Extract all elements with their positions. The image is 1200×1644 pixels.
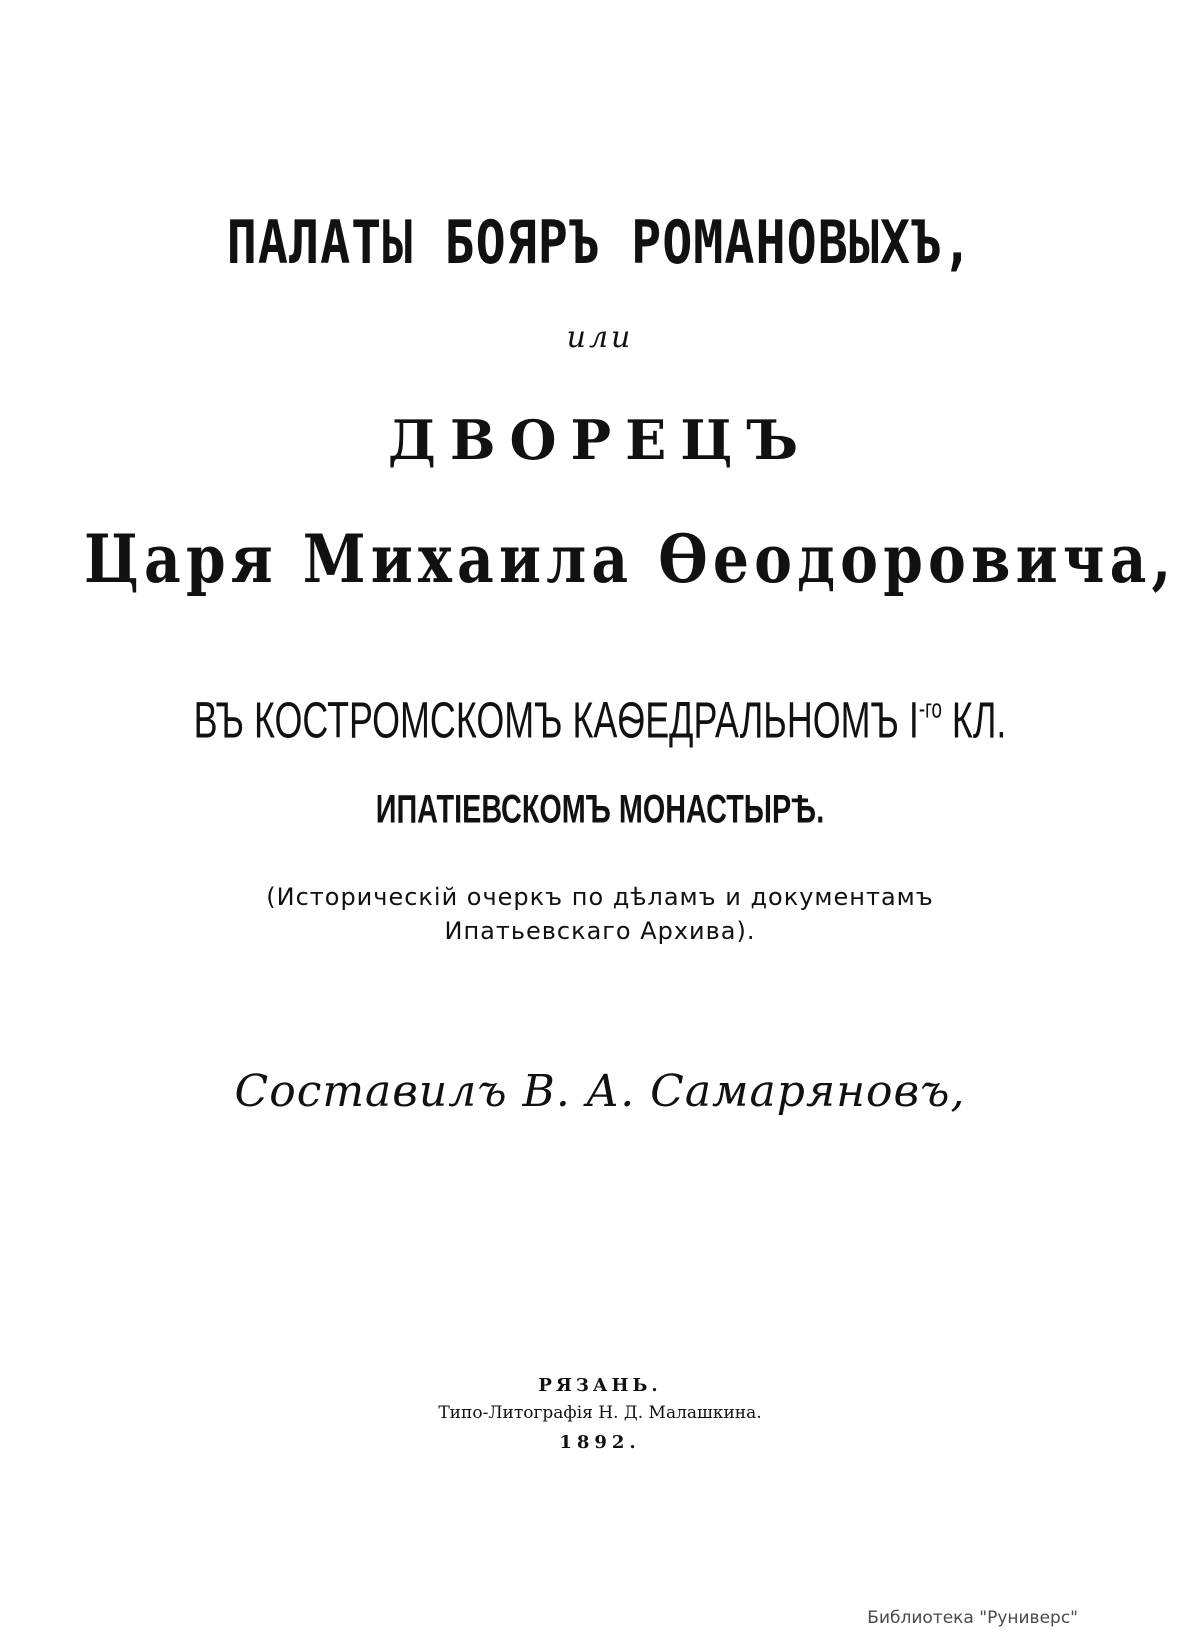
imprint-press: Типо-Литографія Н. Д. Малашкина. xyxy=(438,1403,762,1423)
title-connector-ili: или xyxy=(566,320,634,355)
title-dvorets: ДВОРЕЦЪ xyxy=(387,408,813,472)
subtitle-line-2: Ипатьевскаго Архива). xyxy=(444,917,756,945)
title-kostroma-line xyxy=(132,690,1068,749)
library-watermark: Библиотека "Руниверс" xyxy=(867,1608,1078,1628)
title-monastery: ИПАТІЕВСКОМЪ МОНАСТЫРѢ. xyxy=(375,786,825,832)
title-kostroma-end: КЛ. xyxy=(941,691,1007,749)
title-kostroma-main: ВЪ КОСТРОМСКОМЪ КАѲЕДРАЛЬНОМЪ I xyxy=(193,691,919,749)
title-tsar-mikhail: Царя Михаила Ѳеодоровича, xyxy=(84,520,1177,598)
title-main-line: ПАЛАТЫ БОЯРЪ РОМАНОВЫХЪ, xyxy=(226,208,974,278)
imprint-year: 1892. xyxy=(559,1432,641,1453)
imprint-city: РЯЗАНЬ. xyxy=(538,1375,662,1396)
author-line: Составилъ В. А. Самаряновъ, xyxy=(234,1066,966,1117)
title-kostroma-superscript: -го xyxy=(918,694,942,725)
subtitle-line-1: (Историческій очеркъ по дѣламъ и документамъ xyxy=(266,883,934,911)
subtitle xyxy=(0,880,1200,948)
